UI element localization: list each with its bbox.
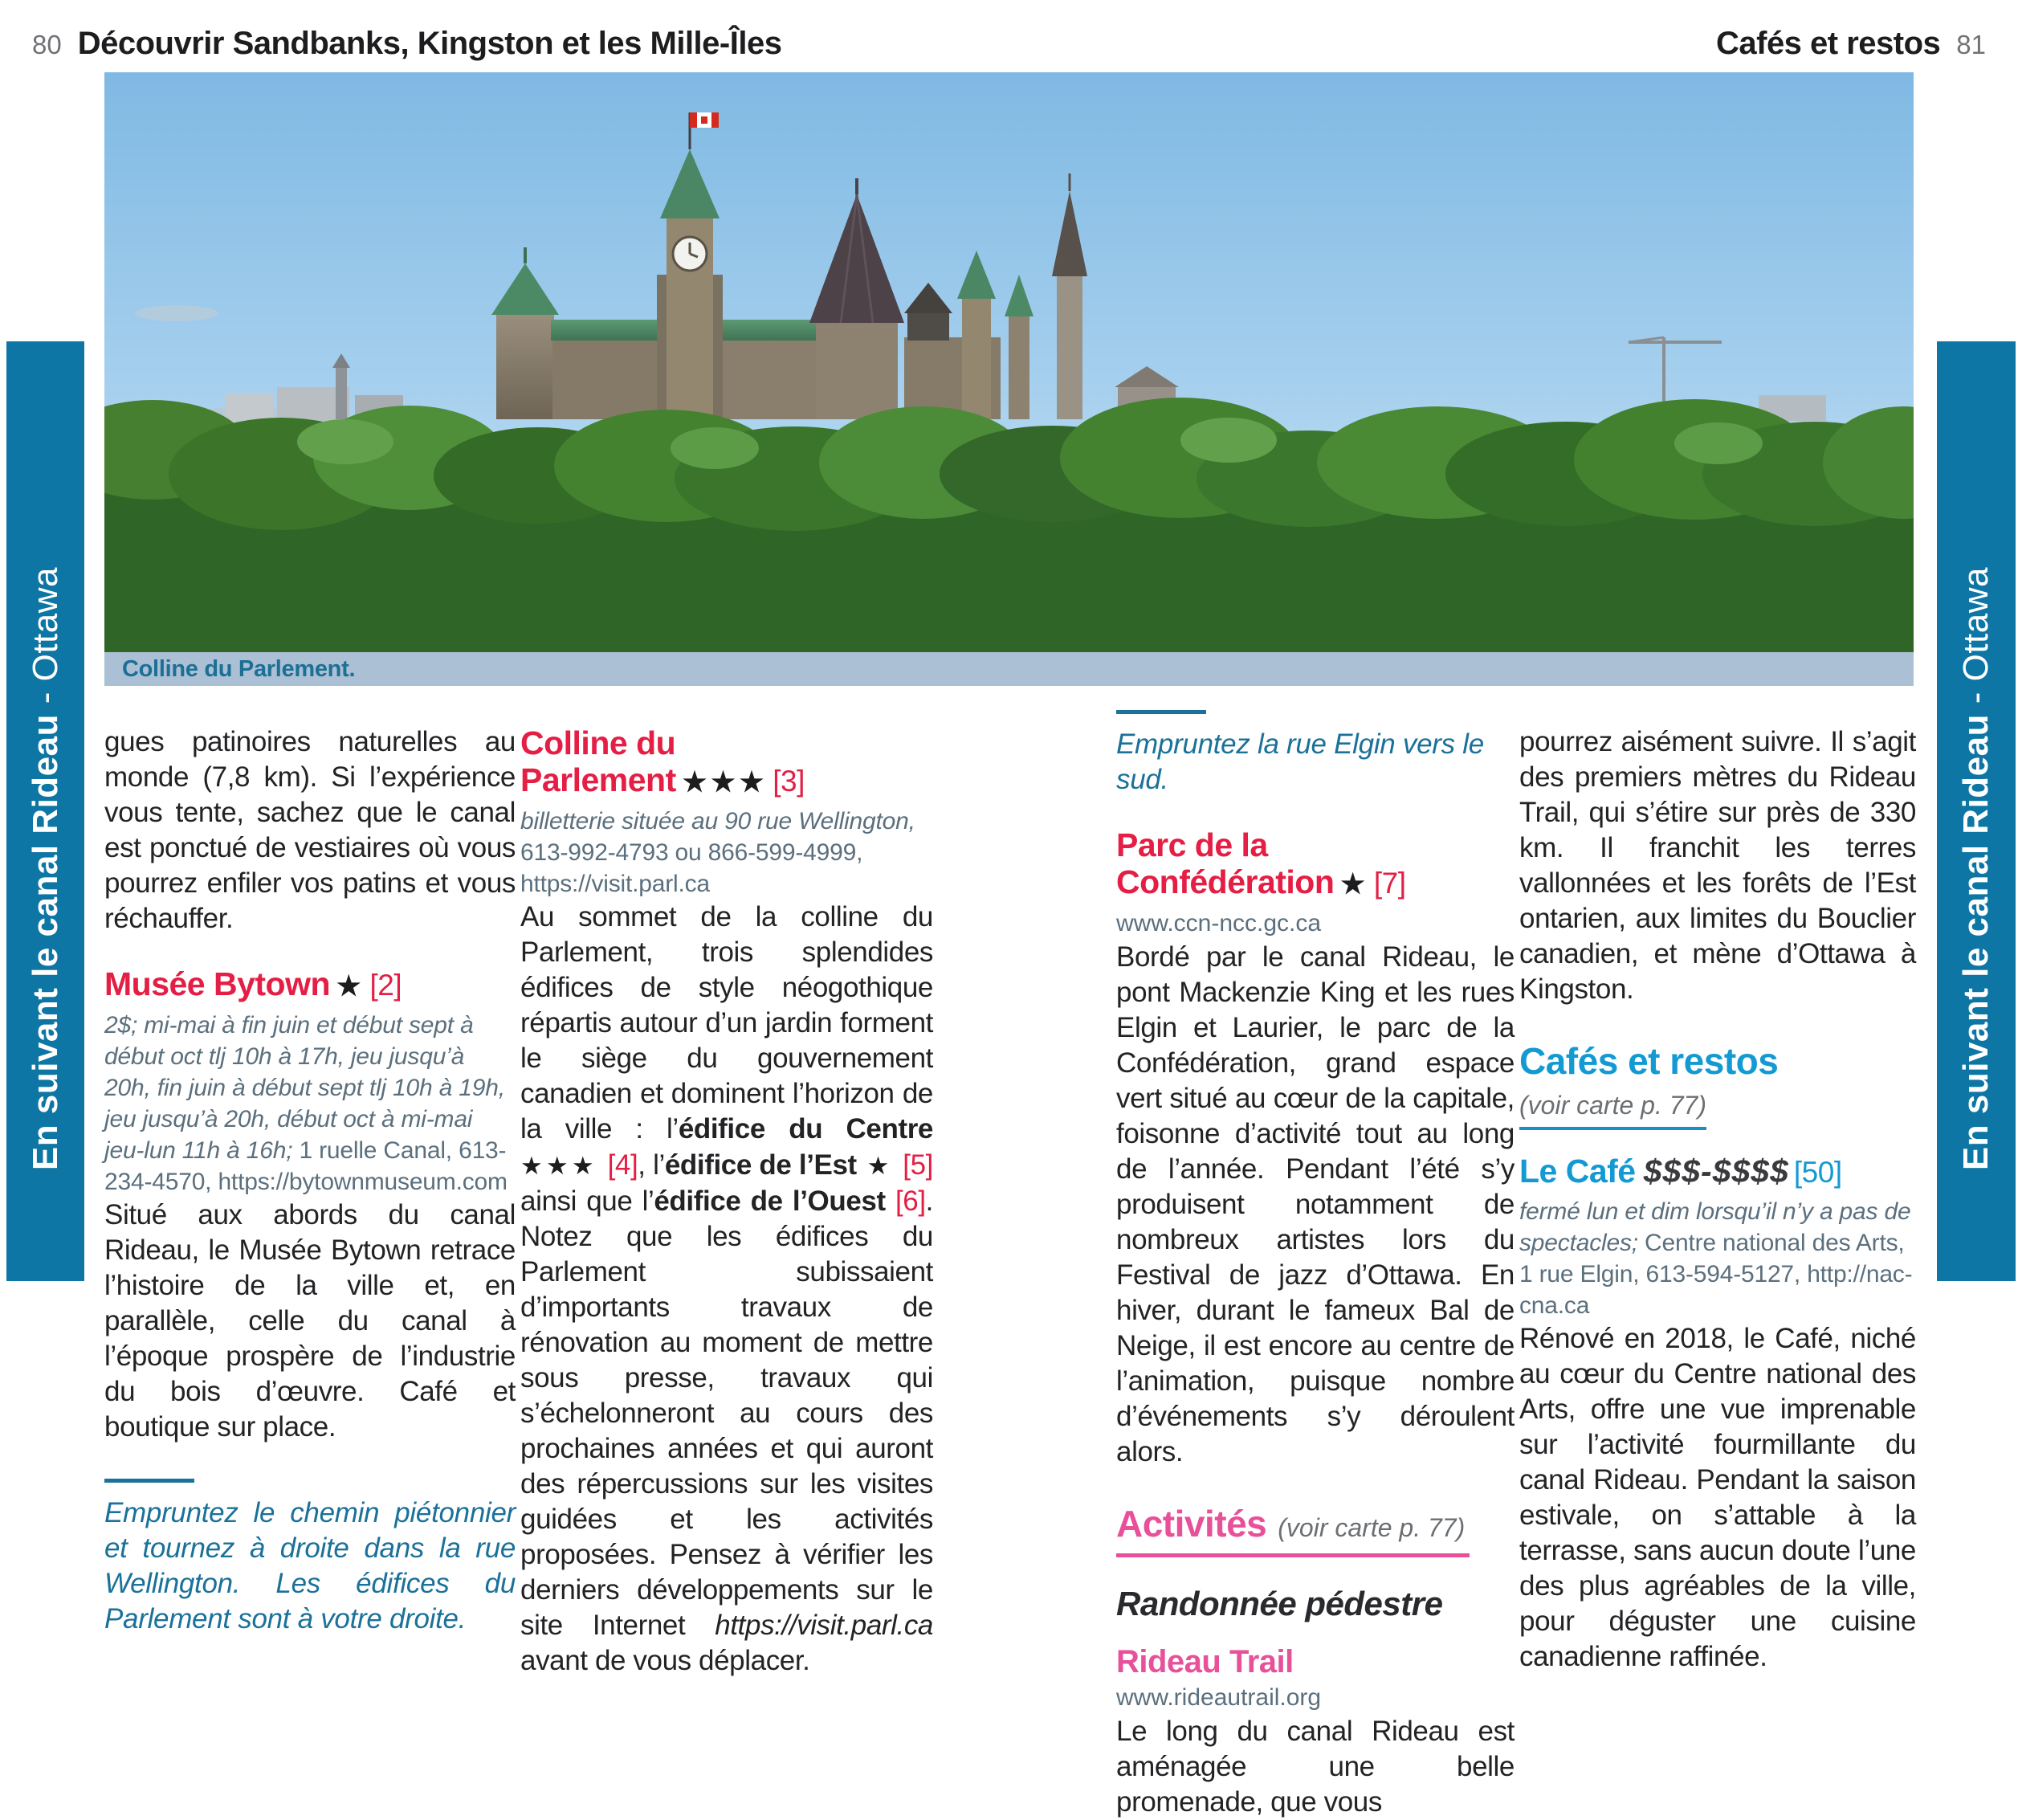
left-band-title: En suivant le canal Rideau - Ottawa: [25, 566, 65, 1170]
entry-name: Parc de la Confédération: [1116, 826, 1335, 900]
entry-info: 2$; mi-mai à fin juin et début sept à début oct tlj 10h à 17h, jeu jusqu’à 20h, fin juin à début sept tlj 10h à 19h, jeu jusqu’à 20h, début oct à mi-mai jeu-lun 11h à 16h; 1 ruelle Canal, 613-234-4570, https://bytownmuseum.com: [104, 1012, 508, 1195]
direction-rule: [104, 1479, 194, 1483]
map-reference: [3]: [773, 765, 805, 798]
left-margin-band: [6, 341, 84, 1281]
right-margin-band: [1937, 341, 2016, 1281]
column-4: [1519, 724, 1916, 1675]
right-band-title: En suivant le canal Rideau - Ottawa: [1956, 566, 1996, 1170]
section-map-note: (voir carte p. 77): [1278, 1513, 1466, 1542]
direction-text: Empruntez la rue Elgin vers le sud.: [1116, 728, 1484, 795]
header-left: [32, 26, 781, 62]
entry-description: Bordé par le canal Rideau, le pont Mackenzie King et les rues Elgin et Laurier, le parc de la Confédération, grand espace vert situé au cœur de la capitale, foisonne d’activité tout au long de l’année. Pendant l’été s’y produisent notamment de nombreux artistes lors du Festival de jazz d’Ottawa. En hiver, durant le fameux Bal de Neige, il est encore au centre de l’animation, puisque nombre d’événements s’y déroulent alors.: [1116, 941, 1515, 1467]
canada-flag-icon: [690, 112, 719, 128]
subsection-randonnee-pedestre: Randonnée pédestre: [1116, 1585, 1443, 1622]
section-underline: [1116, 1502, 1470, 1557]
column-3: [1116, 710, 1515, 1820]
entry-heading-musee-bytown: [104, 965, 516, 1005]
map-reference: [7]: [1373, 867, 1406, 900]
entry-name: Musée Bytown: [104, 965, 331, 1002]
map-reference: [50]: [1793, 1156, 1842, 1189]
entry-website: www.rideautrail.org: [1116, 1684, 1322, 1711]
entry-name: Rideau Trail: [1116, 1644, 1294, 1679]
entry-description: Situé aux abords du canal Rideau, le Musée Bytown retrace l’histoire de la ville et, en parallèle, celle du canal à l’époque prospère de l’industrie du bois d’œuvre. Café et boutique sur place.: [104, 1199, 516, 1443]
section-cafes-et-restos: [1519, 1039, 1916, 1130]
entry-description: Au sommet de la colline du Parlement, trois splendides édifices de style néogothique répartis autour d’un jardin forment le siège du gouvernement canadien et dominent l’horizon de la ville : l’édifice du Centre ★★★ [4], l’édifice de l’Est ★ [5] ainsi que l’édifice de l’Ouest [6]. Notez que les édifices du Parlement subissaient d’importants travaux de rénovation au moment de mettre sous presse, travaux qui s’échelonneront au cours des prochaines années et qui auront des répercussions sur les visites guidées et les activités proposées. Pensez à vérifier les derniers développements sur le site Internet https://visit.parl.ca avant de vous déplacer.: [520, 901, 933, 1676]
direction-note: [1116, 710, 1515, 798]
direction-note: [104, 1479, 516, 1637]
map-reference: [2]: [369, 969, 402, 1002]
entry-website: www.ccn-ncc.gc.ca: [1116, 910, 1322, 937]
page-number-left: 80: [32, 30, 62, 59]
parliament-hill-photo: [104, 72, 1914, 652]
column-1: [104, 724, 516, 1637]
photo-caption-bar: [104, 652, 1914, 686]
entry-heading-rideau-trail: [1116, 1642, 1515, 1680]
header-right: [1716, 26, 1986, 62]
section-map-note: (voir carte p. 77): [1519, 1091, 1706, 1130]
direction-text: Empruntez le chemin piétonnier et tournez à droite dans la rue Wellington. Les édifices du Parlement sont à votre droite.: [104, 1497, 516, 1634]
entry-info: fermé lun et dim lorsqu’il n’y a pas de spectacles; Centre national des Arts, 1 rue Elgin, 613-594-5127, http://nac-cna.ca: [1519, 1198, 1913, 1319]
page-number-right: 81: [1956, 30, 1986, 59]
paragraph-rideau-trail-continued: pourrez aisément suivre. Il s’agit des premiers mètres du Rideau Trail, qui s’étire sur près de 330 km. Il franchit les terres vallonnées et les forêts de l’Est ontarien, aux limites du Bouclier canadien, et mène d’Ottawa à Kingston.: [1519, 726, 1916, 1005]
entry-description: Rénové en 2018, le Café, niché au cœur du Centre national des Arts, offre une vue imprenable sur l’activité fourmillante du canal Rideau. Pendant la saison estivale, on s’attable à la terrasse, sans aucun doute l’une des plus agréables de la ville, pour déguster une cuisine canadienne raffinée.: [1519, 1323, 1916, 1672]
price-range: $$$-$$$$: [1643, 1153, 1789, 1190]
column-2: [520, 724, 933, 1679]
section-title: Cafés et restos: [1519, 1040, 1779, 1082]
star-rating: ★: [336, 971, 365, 1002]
direction-rule: [1116, 710, 1206, 714]
paragraph-skating: gues patinoires naturelles au monde (7,8 km). Si l’expérience vous tente, sachez que le canal est ponctué de vestiaires où vous pourrez enfiler vos patins et vous réchauffer.: [104, 726, 516, 934]
header-title-right: Cafés et restos: [1715, 26, 1941, 61]
header-title-left: Découvrir Sandbanks, Kingston et les Mille-Îles: [77, 26, 782, 61]
entry-heading-parc-de-la-confederation: [1116, 826, 1515, 903]
photo-caption: Colline du Parlement.: [122, 655, 356, 682]
entry-name: Colline du Parlement: [520, 724, 676, 798]
entry-info: billetterie située au 90 rue Wellington, 613-992-4793 ou 866-599-4999, https://visit.parl.ca: [520, 808, 915, 897]
entry-heading-le-cafe: [1519, 1153, 1916, 1191]
entry-name: Le Café: [1519, 1153, 1636, 1190]
tree-band: [104, 398, 1914, 652]
cloud: [135, 305, 218, 321]
section-activites: [1116, 1502, 1515, 1557]
entry-heading-colline-du-parlement: [520, 724, 933, 801]
star-rating: ★★★: [682, 767, 768, 798]
parliament-hill-illustration: [104, 72, 1914, 652]
star-rating: ★: [1340, 869, 1369, 900]
entry-description: Le long du canal Rideau est aménagée une belle promenade, que vous: [1116, 1716, 1515, 1818]
section-title: Activités: [1116, 1503, 1267, 1545]
